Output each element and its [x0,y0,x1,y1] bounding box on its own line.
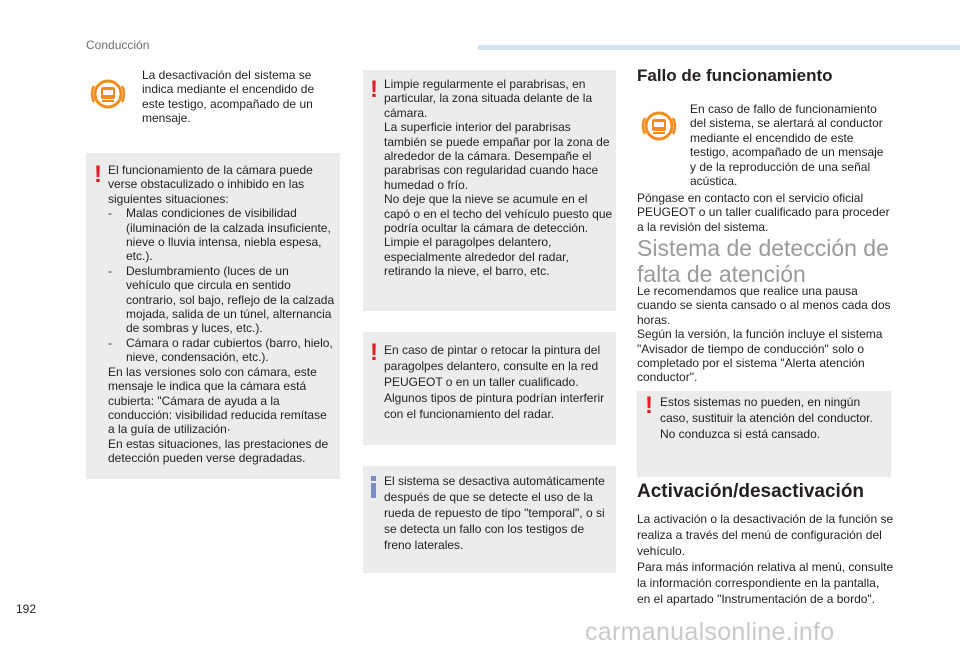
info-box [363,466,616,573]
paint-p1: En caso de pintar o retocar la pintura del paragolpes delantero, consulte en la red PEUGEOT o en un taller cualificado. [384,343,601,389]
cleaning-warning-box [363,70,616,311]
camera-warning-intro: El funcionamiento de la cámara puede verse obstaculizado o inhibido en las siguientes situaciones: [108,163,313,206]
camera-warning-outro: En las versiones solo con cámara, este mensaje le indica que la cámara está cubierta: "Cámara de ayuda a la conducción: visibilidad reducida remítase a la guía de utilización· [108,364,327,437]
watermark: carmanualsonline.info [585,618,835,646]
info-p1: El sistema se desactiva automáticamente después de que se detecte el uso de la rueda de repuesto de tipo "temporal", o si se detecta un fallo con los testigos de freno laterales. [384,474,605,552]
activation-heading: Activación/desactivación [637,481,865,502]
section-label: Conducción [86,38,150,52]
malfunction-advice: Póngase en contacto con el servicio oficial PEUGEOT o un taller cualificado para proceder a la revisión del sistema. [637,191,890,234]
exclamation-icon: ! [370,76,378,103]
driver-attention-warning-icon [90,76,126,112]
deactivation-intro: La desactivación del sistema se indica mediante el encendido de este testigo, acompañado de un mensaje. [142,68,315,126]
attention-warning-text: Estos sistemas no pueden, en ningún caso, sustituir la atención del conductor. No conduzca si está cansado. [660,395,873,441]
attention-warning-box [637,391,891,477]
camera-warning-conclusion: En estas situaciones, las prestaciones de detección pueden verse degradadas. [108,436,329,466]
cleaning-p3: No deje que la nieve se acumule en el capó o en el techo del vehículo puesto que podría ocultar la cámara de detección. [384,192,613,236]
attention-heading-line1: Sistema de detección de [637,235,889,261]
info-icon [371,483,376,498]
paint-warning-box [363,332,616,445]
attention-p1: Le recomendamos que realice una pausa cuando se sienta cansado o al menos cada dos horas. [637,284,891,327]
malfunction-text: En caso de fallo de funcionamiento del sistema, se alertará al conductor mediante el encendido de este testigo, acompañado de un mensaje y de la reproducción de una señal acústica. [690,102,884,189]
paint-p2: Algunos tipos de pintura podrían interferir con el funcionamiento del radar. [384,391,605,421]
camera-warning-box [86,153,340,479]
attention-heading [637,235,889,287]
malfunction-heading: Fallo de funcionamiento [637,66,833,85]
driver-attention-warning-icon [641,108,677,144]
list-item: - Deslumbramiento (luces de un vehículo que circula en sentido contrario, sol bajo, reflejo de la calzada mojada, salida de un túnel, alternancia de sombras y luces, etc.). [108,264,336,336]
cleaning-p2: La superficie interior del parabrisas también se puede empañar por la zona de alrededor de la cámara. Desempañe el parabrisas con regularidad cuando hace humedad o frío. [384,120,610,192]
exclamation-icon: ! [370,339,378,366]
exclamation-icon: ! [94,161,102,188]
exclamation-icon: ! [645,392,653,419]
activation-p2: Para más información relativa al menú, consulte la información correspondiente en la pantalla, en el apartado "Instrumentación de a bordo". [637,560,894,606]
attention-heading-line2: falta de atención [637,261,806,287]
cleaning-p1: Limpie regularmente el parabrisas, en particular, la zona situada delante de la cámara. [384,77,593,120]
header-bar [478,45,960,50]
list-item: - Cámara o radar cubiertos (barro, hielo, nieve, condensación, etc.). [108,336,336,365]
page-number: 192 [16,602,37,616]
activation-p1: La activación o la desactivación de la función se realiza a través del menú de configuración del vehículo. [637,512,894,558]
list-item: - Malas condiciones de visibilidad (iluminación de la calzada insuficiente, nieve o lluvia intensa, niebla espesa, etc.). [108,206,336,264]
attention-p2: Según la versión, la función incluye el sistema "Avisador de tiempo de conducción" solo o completado por el sistema "Alerta atención conductor". [637,327,883,385]
cleaning-p4: Limpie el paragolpes delantero, especialmente alrededor del radar, retirando la nieve, el barro, etc. [384,235,569,279]
